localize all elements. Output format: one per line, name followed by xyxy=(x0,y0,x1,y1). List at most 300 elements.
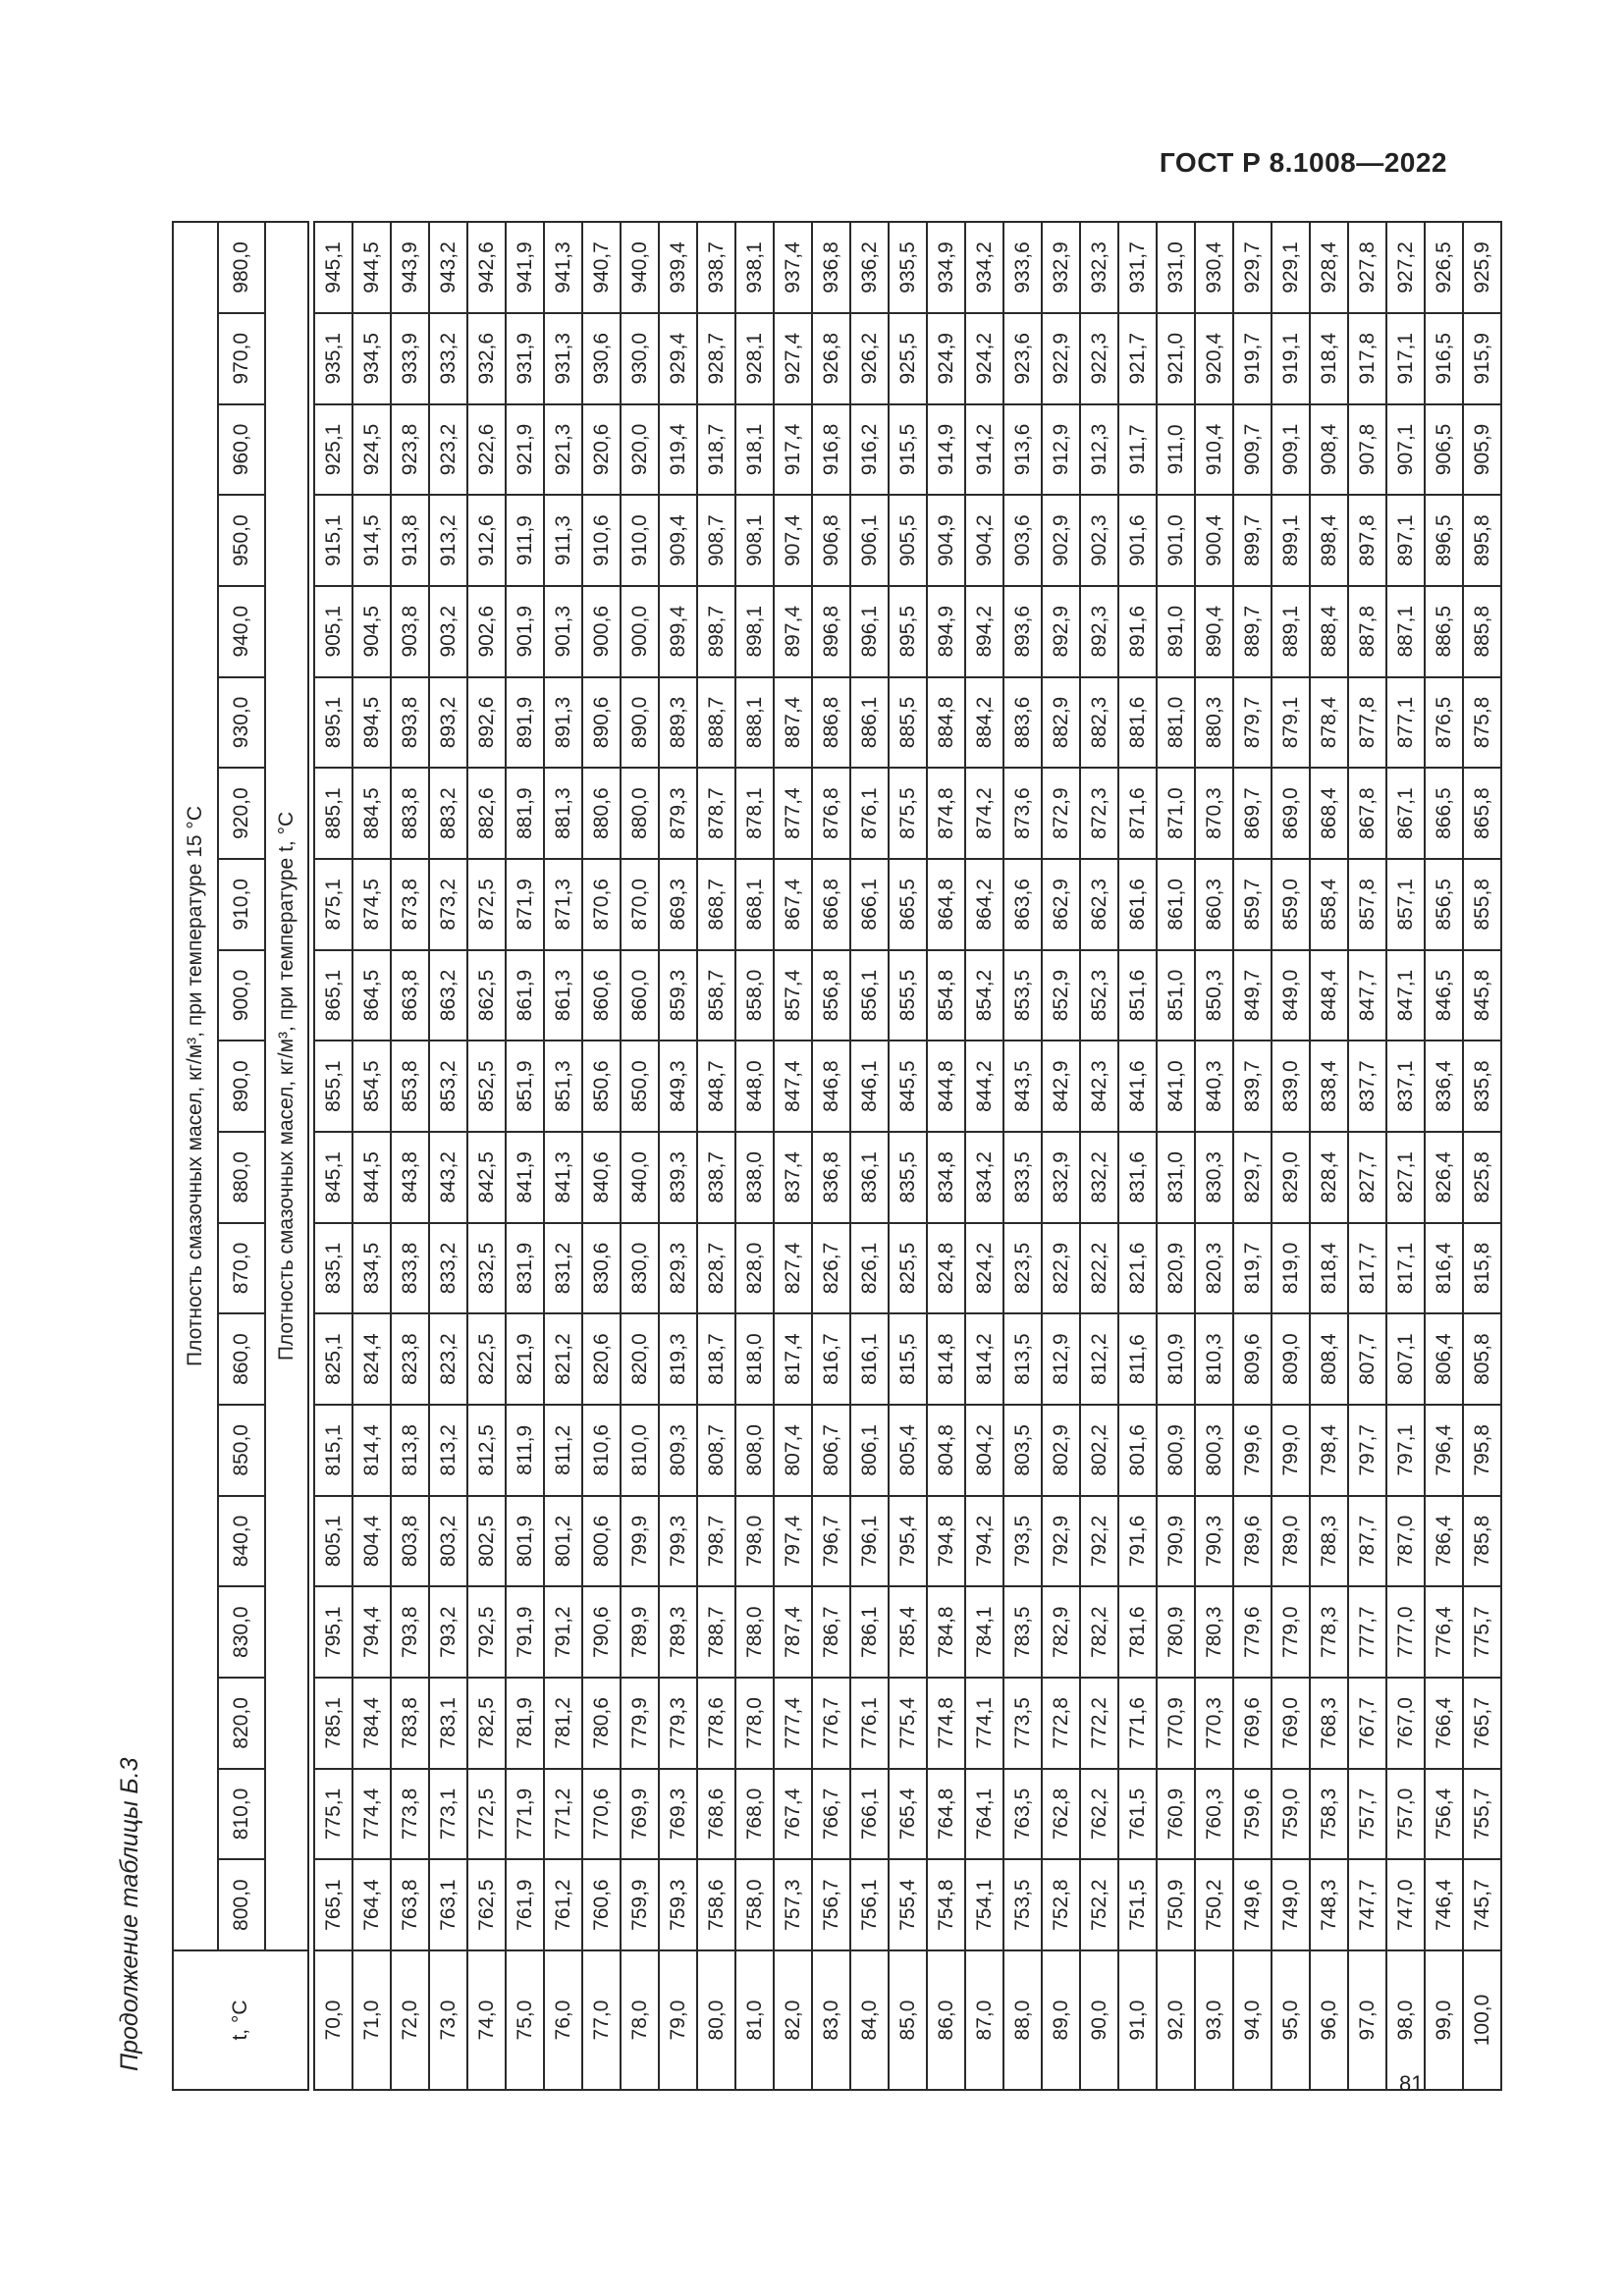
table-row xyxy=(1425,222,1463,2090)
density-cell: 895,1 xyxy=(314,677,352,769)
density-cell: 907,8 xyxy=(1348,404,1386,496)
density-cell: 926,2 xyxy=(850,313,889,404)
density-cell: 813,8 xyxy=(391,1405,429,1496)
density-cell: 914,5 xyxy=(352,495,391,586)
density-cell: 764,4 xyxy=(352,1859,391,1950)
density-cell: 874,5 xyxy=(352,859,391,950)
density-cell: 830,0 xyxy=(621,1223,659,1314)
density-cell: 775,4 xyxy=(889,1678,927,1769)
density-cell: 844,8 xyxy=(927,1041,965,1132)
density-cell: 894,9 xyxy=(927,586,965,677)
density-cell: 923,6 xyxy=(1003,313,1042,404)
density-cell: 817,7 xyxy=(1348,1223,1386,1314)
density-cell: 757,7 xyxy=(1348,1769,1386,1860)
density-cell: 880,3 xyxy=(1195,677,1233,769)
density-cell: 855,8 xyxy=(1463,859,1501,950)
density-column-header: 950,0 xyxy=(218,495,265,586)
density-cell: 747,0 xyxy=(1386,1859,1425,1950)
density-cell: 864,2 xyxy=(965,859,1003,950)
density-cell: 908,4 xyxy=(1310,404,1348,496)
density-cell: 782,2 xyxy=(1080,1586,1118,1678)
density-cell: 918,7 xyxy=(697,404,735,496)
density-cell: 810,6 xyxy=(582,1405,621,1496)
density-cell: 880,6 xyxy=(582,768,621,859)
density-cell: 852,3 xyxy=(1080,950,1118,1041)
density-cell: 783,8 xyxy=(391,1678,429,1769)
density-cell: 769,0 xyxy=(1272,1678,1310,1769)
density-cell: 858,7 xyxy=(697,950,735,1041)
density-cell: 849,0 xyxy=(1272,950,1310,1041)
density-cell: 903,6 xyxy=(1003,495,1042,586)
table-row xyxy=(927,222,965,2090)
density-cell: 835,8 xyxy=(1463,1041,1501,1132)
density-cell: 865,5 xyxy=(889,859,927,950)
density-cell: 774,4 xyxy=(352,1769,391,1860)
table-row xyxy=(1003,222,1042,2090)
density-cell: 897,4 xyxy=(774,586,812,677)
density-cell: 901,0 xyxy=(1157,495,1195,586)
density-cell: 785,8 xyxy=(1463,1496,1501,1587)
density-cell: 889,3 xyxy=(659,677,697,769)
density-cell: 911,9 xyxy=(506,495,544,586)
density-cell: 763,5 xyxy=(1003,1769,1042,1860)
density-column-header: 810,0 xyxy=(218,1769,265,1860)
density-cell: 775,7 xyxy=(1463,1586,1501,1678)
density-cell: 809,3 xyxy=(659,1405,697,1496)
density-cell: 873,2 xyxy=(429,859,467,950)
density-cell: 900,4 xyxy=(1195,495,1233,586)
density-cell: 813,5 xyxy=(1003,1313,1042,1405)
density-cell: 773,8 xyxy=(391,1769,429,1860)
density-cell: 853,8 xyxy=(391,1041,429,1132)
density-cell: 831,6 xyxy=(1118,1132,1157,1223)
density-cell: 927,2 xyxy=(1386,222,1425,313)
density-cell: 928,4 xyxy=(1310,222,1348,313)
density-cell: 786,7 xyxy=(812,1586,850,1678)
density-cell: 776,1 xyxy=(850,1678,889,1769)
density-cell: 765,1 xyxy=(314,1859,352,1950)
density-cell: 944,5 xyxy=(352,222,391,313)
density-cell: 904,9 xyxy=(927,495,965,586)
density-cell: 781,2 xyxy=(544,1678,582,1769)
temperature-cell: 82,0 xyxy=(774,1950,812,2090)
density-cell: 785,4 xyxy=(889,1586,927,1678)
density-15c-values-row xyxy=(218,222,265,2090)
table-row xyxy=(850,222,889,2090)
density-cell: 790,6 xyxy=(582,1586,621,1678)
density-cell: 750,2 xyxy=(1195,1859,1233,1950)
density-cell: 842,9 xyxy=(1042,1041,1080,1132)
density-cell: 812,5 xyxy=(467,1405,506,1496)
density-cell: 851,0 xyxy=(1157,950,1195,1041)
density-cell: 815,8 xyxy=(1463,1223,1501,1314)
density-cell: 773,5 xyxy=(1003,1678,1042,1769)
density-cell: 856,1 xyxy=(850,950,889,1041)
density-cell: 838,0 xyxy=(735,1132,774,1223)
density-cell: 879,3 xyxy=(659,768,697,859)
density-cell: 872,9 xyxy=(1042,768,1080,859)
density-cell: 940,0 xyxy=(621,222,659,313)
density-cell: 831,0 xyxy=(1157,1132,1195,1223)
density-cell: 795,4 xyxy=(889,1496,927,1587)
density-cell: 788,7 xyxy=(697,1586,735,1678)
density-cell: 796,7 xyxy=(812,1496,850,1587)
density-cell: 799,9 xyxy=(621,1496,659,1587)
density-cell: 791,2 xyxy=(544,1586,582,1678)
density-cell: 892,6 xyxy=(467,677,506,769)
density-cell: 861,6 xyxy=(1118,859,1157,950)
density-cell: 760,6 xyxy=(582,1859,621,1950)
density-cell: 930,6 xyxy=(582,313,621,404)
density-cell: 790,9 xyxy=(1157,1496,1195,1587)
density-cell: 885,5 xyxy=(889,677,927,769)
density-cell: 774,8 xyxy=(927,1678,965,1769)
density-cell: 854,2 xyxy=(965,950,1003,1041)
density-cell: 888,4 xyxy=(1310,586,1348,677)
density-cell: 756,4 xyxy=(1425,1769,1463,1860)
density-cell: 758,0 xyxy=(735,1859,774,1950)
density-cell: 876,8 xyxy=(812,768,850,859)
density-cell: 838,4 xyxy=(1310,1041,1348,1132)
density-cell: 868,4 xyxy=(1310,768,1348,859)
density-cell: 761,2 xyxy=(544,1859,582,1950)
temperature-cell: 96,0 xyxy=(1310,1950,1348,2090)
density-cell: 923,2 xyxy=(429,404,467,496)
density-cell: 845,5 xyxy=(889,1041,927,1132)
density-cell: 894,2 xyxy=(965,586,1003,677)
density-cell: 782,9 xyxy=(1042,1586,1080,1678)
density-cell: 887,1 xyxy=(1386,586,1425,677)
density-cell: 924,9 xyxy=(927,313,965,404)
density-cell: 797,1 xyxy=(1386,1405,1425,1496)
density-cell: 934,5 xyxy=(352,313,391,404)
density-cell: 767,7 xyxy=(1348,1678,1386,1769)
density-cell: 757,0 xyxy=(1386,1769,1425,1860)
density-cell: 908,1 xyxy=(735,495,774,586)
density-cell: 840,3 xyxy=(1195,1041,1233,1132)
density-cell: 788,3 xyxy=(1310,1496,1348,1587)
density-cell: 862,5 xyxy=(467,950,506,1041)
density-cell: 778,6 xyxy=(697,1678,735,1769)
temperature-cell: 71,0 xyxy=(352,1950,391,2090)
density-cell: 787,7 xyxy=(1348,1496,1386,1587)
table-row xyxy=(1463,222,1501,2090)
density-cell: 772,5 xyxy=(467,1769,506,1860)
density-cell: 868,7 xyxy=(697,859,735,950)
density-cell: 912,9 xyxy=(1042,404,1080,496)
density-column-header: 980,0 xyxy=(218,222,265,313)
density-cell: 789,9 xyxy=(621,1586,659,1678)
density-cell: 889,1 xyxy=(1272,586,1310,677)
density-cell: 799,0 xyxy=(1272,1405,1310,1496)
density-cell: 827,1 xyxy=(1386,1132,1425,1223)
density-cell: 842,5 xyxy=(467,1132,506,1223)
density-cell: 887,8 xyxy=(1348,586,1386,677)
density-cell: 916,2 xyxy=(850,404,889,496)
density-cell: 754,8 xyxy=(927,1859,965,1950)
density-cell: 807,4 xyxy=(774,1405,812,1496)
density-cell: 829,3 xyxy=(659,1223,697,1314)
density-cell: 758,3 xyxy=(1310,1769,1348,1860)
density-cell: 903,8 xyxy=(391,586,429,677)
density-cell: 818,4 xyxy=(1310,1223,1348,1314)
density-cell: 771,6 xyxy=(1118,1678,1157,1769)
density-cell: 919,1 xyxy=(1272,313,1310,404)
density-cell: 906,8 xyxy=(812,495,850,586)
density-cell: 772,2 xyxy=(1080,1678,1118,1769)
density-cell: 936,2 xyxy=(850,222,889,313)
density-cell: 823,5 xyxy=(1003,1223,1042,1314)
temperature-cell: 78,0 xyxy=(621,1950,659,2090)
density-cell: 747,7 xyxy=(1348,1859,1386,1950)
density-cell: 855,1 xyxy=(314,1041,352,1132)
density-cell: 869,7 xyxy=(1233,768,1272,859)
temperature-cell: 97,0 xyxy=(1348,1950,1386,2090)
density-cell: 756,7 xyxy=(812,1859,850,1950)
density-cell: 867,1 xyxy=(1386,768,1425,859)
table-row xyxy=(1233,222,1272,2090)
density-cell: 812,9 xyxy=(1042,1313,1080,1405)
density-cell: 920,4 xyxy=(1195,313,1233,404)
density-cell: 780,6 xyxy=(582,1678,621,1769)
density-cell: 857,8 xyxy=(1348,859,1386,950)
density-cell: 771,9 xyxy=(506,1769,544,1860)
temperature-cell: 85,0 xyxy=(889,1950,927,2090)
density-cell: 897,1 xyxy=(1386,495,1425,586)
density-cell: 819,7 xyxy=(1233,1223,1272,1314)
density-cell: 891,0 xyxy=(1157,586,1195,677)
density-cell: 925,5 xyxy=(889,313,927,404)
density-cell: 802,5 xyxy=(467,1496,506,1587)
density-cell: 746,4 xyxy=(1425,1859,1463,1950)
density-cell: 763,1 xyxy=(429,1859,467,1950)
table-row xyxy=(774,222,812,2090)
density-cell: 824,4 xyxy=(352,1313,391,1405)
density-cell: 912,6 xyxy=(467,495,506,586)
density-column-header: 900,0 xyxy=(218,950,265,1041)
density-cell: 805,1 xyxy=(314,1496,352,1587)
density-cell: 943,9 xyxy=(391,222,429,313)
density-cell: 848,4 xyxy=(1310,950,1348,1041)
density-cell: 911,3 xyxy=(544,495,582,586)
density-cell: 781,9 xyxy=(506,1678,544,1769)
density-cell: 795,1 xyxy=(314,1586,352,1678)
density-cell: 745,7 xyxy=(1463,1859,1501,1950)
density-cell: 871,3 xyxy=(544,859,582,950)
table-row xyxy=(582,222,621,2090)
density-cell: 760,3 xyxy=(1195,1769,1233,1860)
density-cell: 913,6 xyxy=(1003,404,1042,496)
density-cell: 829,7 xyxy=(1233,1132,1272,1223)
table-row xyxy=(1348,222,1386,2090)
density-cell: 779,6 xyxy=(1233,1586,1272,1678)
table-row xyxy=(1157,222,1195,2090)
density-cell: 772,8 xyxy=(1042,1678,1080,1769)
density-cell: 851,3 xyxy=(544,1041,582,1132)
density-cell: 806,7 xyxy=(812,1405,850,1496)
density-cell: 833,8 xyxy=(391,1223,429,1314)
temperature-cell: 92,0 xyxy=(1157,1950,1195,2090)
density-cell: 874,8 xyxy=(927,768,965,859)
table-row xyxy=(544,222,582,2090)
density-cell: 827,7 xyxy=(1348,1132,1386,1223)
density-cell: 942,6 xyxy=(467,222,506,313)
density-cell: 887,4 xyxy=(774,677,812,769)
density-cell: 788,0 xyxy=(735,1586,774,1678)
density-cell: 845,1 xyxy=(314,1132,352,1223)
density-cell: 814,2 xyxy=(965,1313,1003,1405)
table-row xyxy=(314,222,352,2090)
density-cell: 827,4 xyxy=(774,1223,812,1314)
temperature-cell: 74,0 xyxy=(467,1950,506,2090)
density-cell: 862,9 xyxy=(1042,859,1080,950)
density-cell: 841,0 xyxy=(1157,1041,1195,1132)
temperature-cell: 89,0 xyxy=(1042,1950,1080,2090)
density-cell: 780,9 xyxy=(1157,1586,1195,1678)
temperature-cell: 98,0 xyxy=(1386,1950,1425,2090)
density-cell: 752,2 xyxy=(1080,1859,1118,1950)
density-cell: 758,6 xyxy=(697,1859,735,1950)
density-cell: 864,8 xyxy=(927,859,965,950)
density-cell: 913,8 xyxy=(391,495,429,586)
density-cell: 884,2 xyxy=(965,677,1003,769)
density-cell: 857,4 xyxy=(774,950,812,1041)
temperature-cell: 91,0 xyxy=(1118,1950,1157,2090)
density-table-container xyxy=(172,221,1493,2091)
density-cell: 926,8 xyxy=(812,313,850,404)
density-cell: 898,4 xyxy=(1310,495,1348,586)
density-cell: 943,2 xyxy=(429,222,467,313)
density-cell: 804,4 xyxy=(352,1496,391,1587)
density-cell: 819,3 xyxy=(659,1313,697,1405)
density-cell: 767,0 xyxy=(1386,1678,1425,1769)
density-cell: 892,3 xyxy=(1080,586,1118,677)
density-column-header: 910,0 xyxy=(218,859,265,950)
table-row xyxy=(965,222,1003,2090)
temperature-cell: 79,0 xyxy=(659,1950,697,2090)
density-cell: 841,9 xyxy=(506,1132,544,1223)
density-cell: 844,2 xyxy=(965,1041,1003,1132)
density-cell: 847,1 xyxy=(1386,950,1425,1041)
density-cell: 883,2 xyxy=(429,768,467,859)
density-cell: 760,9 xyxy=(1157,1769,1195,1860)
density-cell: 782,5 xyxy=(467,1678,506,1769)
density-cell: 791,9 xyxy=(506,1586,544,1678)
table-row xyxy=(659,222,697,2090)
density-cell: 850,3 xyxy=(1195,950,1233,1041)
temperature-cell: 72,0 xyxy=(391,1950,429,2090)
temperature-cell: 90,0 xyxy=(1080,1950,1118,2090)
density-cell: 898,1 xyxy=(735,586,774,677)
density-cell: 849,7 xyxy=(1233,950,1272,1041)
density-cell: 878,7 xyxy=(697,768,735,859)
density-cell: 892,9 xyxy=(1042,586,1080,677)
density-cell: 893,6 xyxy=(1003,586,1042,677)
density-cell: 873,8 xyxy=(391,859,429,950)
temperature-cell: 87,0 xyxy=(965,1950,1003,2090)
density-column-header: 860,0 xyxy=(218,1313,265,1405)
density-cell: 881,0 xyxy=(1157,677,1195,769)
density-cell: 786,4 xyxy=(1425,1496,1463,1587)
density-column-header: 870,0 xyxy=(218,1223,265,1314)
density-cell: 871,0 xyxy=(1157,768,1195,859)
density-cell: 765,4 xyxy=(889,1769,927,1860)
density-cell: 911,7 xyxy=(1118,404,1157,496)
density-cell: 870,3 xyxy=(1195,768,1233,859)
density-cell: 783,1 xyxy=(429,1678,467,1769)
density-cell: 801,2 xyxy=(544,1496,582,1587)
density-cell: 875,5 xyxy=(889,768,927,859)
density-cell: 779,3 xyxy=(659,1678,697,1769)
density-cell: 902,9 xyxy=(1042,495,1080,586)
density-cell: 775,1 xyxy=(314,1769,352,1860)
table-row xyxy=(1272,222,1310,2090)
density-cell: 910,4 xyxy=(1195,404,1233,496)
density-cell: 890,0 xyxy=(621,677,659,769)
density-cell: 806,1 xyxy=(850,1405,889,1496)
density-cell: 822,5 xyxy=(467,1313,506,1405)
density-cell: 922,6 xyxy=(467,404,506,496)
density-cell: 907,4 xyxy=(774,495,812,586)
density-cell: 828,7 xyxy=(697,1223,735,1314)
density-cell: 796,1 xyxy=(850,1496,889,1587)
temperature-cell: 75,0 xyxy=(506,1950,544,2090)
density-cell: 779,9 xyxy=(621,1678,659,1769)
density-cell: 888,7 xyxy=(697,677,735,769)
density-cell: 841,6 xyxy=(1118,1041,1157,1132)
density-cell: 803,5 xyxy=(1003,1405,1042,1496)
density-cell: 837,7 xyxy=(1348,1041,1386,1132)
density-cell: 911,0 xyxy=(1157,404,1195,496)
density-cell: 774,1 xyxy=(965,1678,1003,1769)
density-cell: 905,1 xyxy=(314,586,352,677)
density-cell: 869,0 xyxy=(1272,768,1310,859)
density-cell: 920,0 xyxy=(621,404,659,496)
table-caption: Продолжение таблицы Б.3 xyxy=(116,1757,143,2071)
density-cell: 855,5 xyxy=(889,950,927,1041)
density-cell: 769,6 xyxy=(1233,1678,1272,1769)
table-row xyxy=(1080,222,1118,2090)
density-cell: 830,6 xyxy=(582,1223,621,1314)
density-cell: 933,9 xyxy=(391,313,429,404)
density-cell: 924,5 xyxy=(352,404,391,496)
temperature-cell: 86,0 xyxy=(927,1950,965,2090)
density-cell: 759,3 xyxy=(659,1859,697,1950)
density-cell: 886,8 xyxy=(812,677,850,769)
density-cell: 759,9 xyxy=(621,1859,659,1950)
density-cell: 865,1 xyxy=(314,950,352,1041)
density-cell: 882,9 xyxy=(1042,677,1080,769)
density-cell: 814,8 xyxy=(927,1313,965,1405)
density-cell: 818,0 xyxy=(735,1313,774,1405)
density-cell: 804,8 xyxy=(927,1405,965,1496)
density-cell: 886,5 xyxy=(1425,586,1463,677)
density-cell: 837,4 xyxy=(774,1132,812,1223)
density-cell: 932,9 xyxy=(1042,222,1080,313)
density-cell: 751,5 xyxy=(1118,1859,1157,1950)
density-table xyxy=(172,221,1502,2091)
density-cell: 831,9 xyxy=(506,1223,544,1314)
density-cell: 793,2 xyxy=(429,1586,467,1678)
density-cell: 829,0 xyxy=(1272,1132,1310,1223)
temperature-cell: 80,0 xyxy=(697,1950,735,2090)
density-cell: 925,9 xyxy=(1463,222,1501,313)
density-cell: 789,0 xyxy=(1272,1496,1310,1587)
density-cell: 832,5 xyxy=(467,1223,506,1314)
density-cell: 945,1 xyxy=(314,222,352,313)
density-cell: 908,7 xyxy=(697,495,735,586)
density-cell: 906,5 xyxy=(1425,404,1463,496)
